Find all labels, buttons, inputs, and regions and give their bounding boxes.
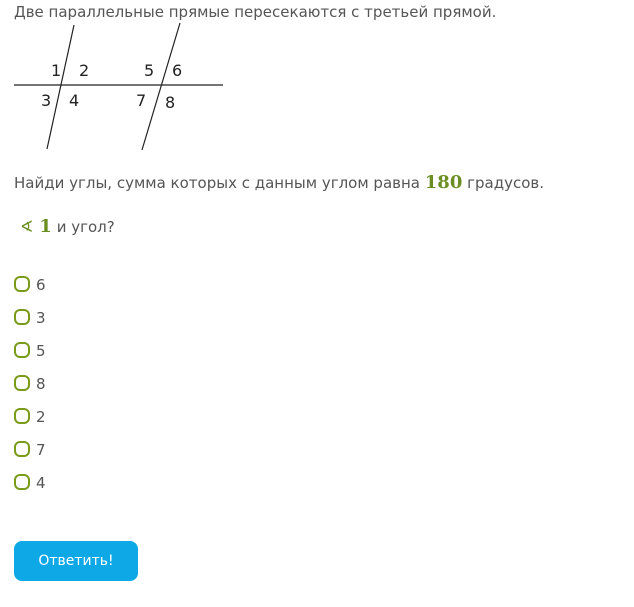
parallel-line-left (47, 25, 74, 149)
option-6[interactable] (14, 275, 46, 308)
checkbox[interactable] (14, 408, 30, 424)
option-label: 8 (36, 375, 46, 393)
angle-number: 1 (39, 216, 52, 237)
question-suffix: градусов. (467, 174, 545, 192)
option-7[interactable] (14, 440, 46, 473)
angle-label-7: 7 (136, 91, 147, 110)
angle-label-4: 4 (69, 91, 80, 110)
angle-label-3: 3 (41, 91, 52, 110)
question-number: 180 (424, 172, 463, 193)
angle-label-1: 1 (51, 61, 62, 80)
checkbox[interactable] (14, 375, 30, 391)
option-2[interactable] (14, 407, 46, 440)
parallel-line-right (142, 23, 183, 150)
option-label: 7 (36, 441, 46, 459)
option-label: 4 (36, 474, 46, 492)
angle-symbol: ∢ (20, 217, 34, 236)
angle-label-5: 5 (144, 61, 155, 80)
option-4[interactable] (14, 473, 46, 506)
question-text (14, 172, 544, 194)
angle-label-2: 2 (79, 61, 90, 80)
question-prefix: Найди углы, сумма которых с данным углом равна (14, 174, 420, 192)
angle-prompt (20, 216, 115, 238)
answer-options (14, 275, 46, 506)
parallel-lines-diagram (10, 20, 230, 155)
checkbox[interactable] (14, 276, 30, 292)
task-title: Две параллельные прямые пересекаются с третьей прямой. (14, 3, 497, 21)
option-label: 5 (36, 342, 46, 360)
option-5[interactable] (14, 341, 46, 374)
angle-label-8: 8 (165, 93, 176, 112)
checkbox[interactable] (14, 474, 30, 490)
angle-suffix: и угол? (56, 218, 115, 236)
angle-label-6: 6 (172, 61, 183, 80)
checkbox[interactable] (14, 342, 30, 358)
submit-button[interactable]: Ответить! (14, 541, 138, 581)
option-label: 2 (36, 408, 46, 426)
option-label: 3 (36, 309, 46, 327)
checkbox[interactable] (14, 309, 30, 325)
option-8[interactable] (14, 374, 46, 407)
option-label: 6 (36, 276, 46, 294)
option-3[interactable] (14, 308, 46, 341)
checkbox[interactable] (14, 441, 30, 457)
